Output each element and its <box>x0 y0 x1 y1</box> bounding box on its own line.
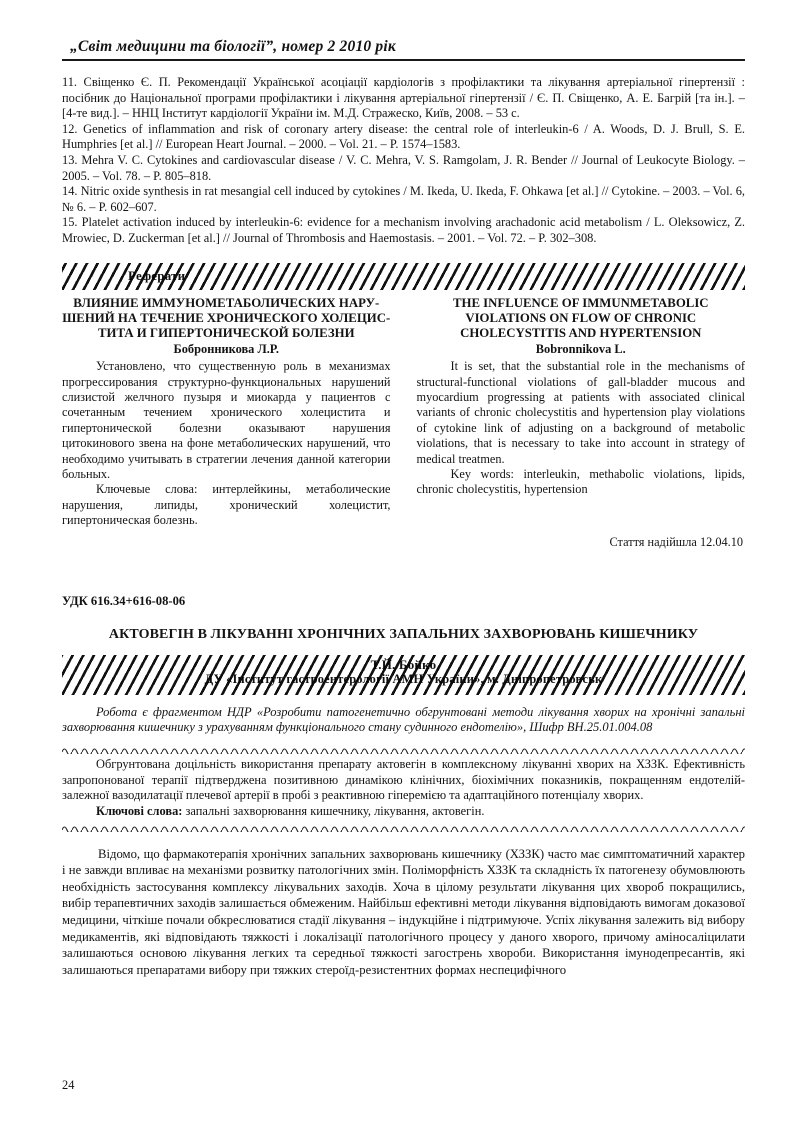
article-abstract: Обгрунтована доцільність використання препарату актовегін в комплексному лікуванні хворих на ХЗЗК. Ефективність запропонованої терапії підтверджена позитивною динамікою клінічних, біохімічних показників, покращенням ендотелій-залежної вазодилатації плечевої артерії в пробі з реактивною гіперемією та адаптаційного потенціалу хворих. <box>62 757 745 803</box>
submission-date: Стаття надійшла 12.04.10 <box>609 534 743 549</box>
running-head-rule <box>62 59 745 61</box>
reference-item: 11. Свіщенко Є. П. Рекомендації Української асоціації кардіологів з профілактики та лікування артеріальної гіпертензії : посібник до Національної програми профілактики і лікування артеріальної гіпертензії / Є. П. Свіщенко, А. Е. Багрій [та ін.]. – [4-те вид.]. – ННЦ Інститут кардіології України ім. М.Д. Стражеско, Київ, 2008. – 53 с. <box>62 75 745 121</box>
article-author: Т.Й. Бойко <box>370 656 437 672</box>
reference-item: 14. Nitric oxide synthesis in rat mesangial cell induced by cytokines / M. Ikeda, U. Ikeda, F. Ohkawa [et al.] // Cytokine. – 2003. – Vol. 6, № 6. – P. 602–607. <box>62 184 746 214</box>
funding-note: Робота є фрагментом НДР «Розробити патогенетично обгрунтовані методи лікування хворих на хронічні запальні захворювання кишечнику з урахуванням функціонального стану судинного ендотелію», Шифр ВН.25.01.004.08 <box>62 704 745 735</box>
article-keywords-label: Ключові слова: <box>96 804 183 818</box>
article-keywords-text: запальні захворювання кишечнику, лікування, актовегін. <box>182 804 485 818</box>
abstract-en-title: THE INFLUENCE OF IMMUNMETABOLIC VIOLATIONS ON FLOW OF CHRONIC CHOLECYSTITIS AND HYPERTENSION <box>452 295 709 341</box>
author-affiliation-band <box>62 655 745 695</box>
reference-item: 12. Genetics of inflammation and risk of coronary artery disease: the central role of interleukin-6 / A. Woods, D. J. Brull, S. E. Humphries [et al.] // European Heart Journal. – 2000. – Vol. 21. – P. 1574–1583. <box>62 121 745 152</box>
wavy-rule-top <box>62 745 745 754</box>
reference-item: 15. Platelet activation induced by interleukin-6: evidence for a mechanism involving arachadonic acid metabolism / L. Oleksowicz, Z. Mrowiec, D. Zuckerman [et al.] // Journal of Thrombosis and Haemostasis. – 2001. – Vol. 72. – P. 302–308. <box>62 215 745 245</box>
article-keywords <box>62 804 745 820</box>
abstracts-section-band <box>62 263 745 290</box>
article-title: АКТОВЕГІН В ЛІКУВАННІ ХРОНІЧНИХ ЗАПАЛЬНИХ ЗАХВОРЮВАНЬ КИШЕЧНИКУ <box>108 626 699 642</box>
abstract-ru-body: Установлено, что существенную роль в механизмах прогрессирования структурно-функциональных нарушений слизистой желчного пузыря и миокарда у пациентов с сочетанным течением хронического холецистита и гипертонической болезни оказывают нарушения цитокинового звена на фоне метаболических нарушений, что необходимо учитывать в стратегии лечения данной категории больных. <box>62 359 391 481</box>
article-affiliation: ДУ «Інститут гастроентерології АМН України», м. Дніпропетровськ <box>204 671 603 686</box>
abstract-russian <box>62 296 391 529</box>
running-head: „Світ медицини та біології”, номер 2 2010 рік <box>70 38 396 55</box>
reference-item: 13. Mehra V. C. Cytokines and cardiovascular disease / V. C. Mehra, V. S. Ramgolam, J. R. Bender // Journal of Leukocyte Biology. – 2005. – Vol. 78. – P. 805–818. <box>62 152 745 183</box>
article-body: Відомо, що фармакотерапія хронічних запальних захворювань кишечнику (ХЗЗК) часто має симптоматичний характер і не завжди впливає на механізми розвитку патологічних змін. Поліморфність ХЗЗК та складність їх патогенезу обумовлюють необхідність застосування комплексу лікувальних заходів. Хоча в цілому результати лікування цих хвороб покращились, вибір терапевтичних заходів залишається обмеженим. Найбільш ефективні методи лікування відповідають вимогам доказової медицини, чіткіше почали обкреслюватися стадії лікування – індукційне і підтримуюче. Успіх лікування залежить від вибору медикаментів, які відповідають тяжкості і локалізації патологічного процесу у даного хворого, причому аміносаліцилати залишаються основою лікування легких та середньої тяжкості загострень хвороби. Використання імунодепресантів, які залишаються препаратами вибору при тяжких стероїд-резистентних формах неспецифічного <box>62 846 745 977</box>
wavy-rule-bottom <box>62 823 745 832</box>
abstract-en-body: It is set, that the substantial role in the mechanisms of structural-functional violations of gall-bladder mucous and myocardium progressing at patients with associated clinical variants of chronic cholecystitis and hypertension play violations of cytokine link of adjusting on a background of metabolic violations, that is necessary to take into account in strategy of medical treatmen. <box>416 359 745 466</box>
reference-list <box>62 75 745 247</box>
abstracts-columns <box>62 296 745 529</box>
abstract-en-keywords: Key words: interleukin, methabolic violations, lipids, chronic cholecystitis, hypertension <box>416 467 745 497</box>
abstracts-band-label: Реферати <box>128 267 186 283</box>
author-affiliation-label <box>62 657 745 687</box>
page-number: 24 <box>62 1078 75 1092</box>
abstract-en-author: Bobronnikova L. <box>535 341 626 356</box>
abstract-english <box>417 296 746 529</box>
abstract-ru-keywords: Ключевые слова: интерлейкины, метаболические нарушения, липиды, хронический холецистит, гипертоническая болезнь. <box>62 482 391 528</box>
abstract-ru-title: ВЛИЯНИЕ ИММУНОМЕТАБОЛИЧЕСКИХ НАРУ-ШЕНИЙ НА ТЕЧЕНИЕ ХРОНИЧЕСКОГО ХОЛЕЦИС-ТИТА И ГИПЕРТОНИЧЕСКОЙ БОЛЕЗНИ <box>62 295 391 341</box>
abstract-ru-author: Бобронникова Л.Р. <box>173 341 279 356</box>
udc-code: УДК 616.34+616-08-06 <box>62 593 186 608</box>
